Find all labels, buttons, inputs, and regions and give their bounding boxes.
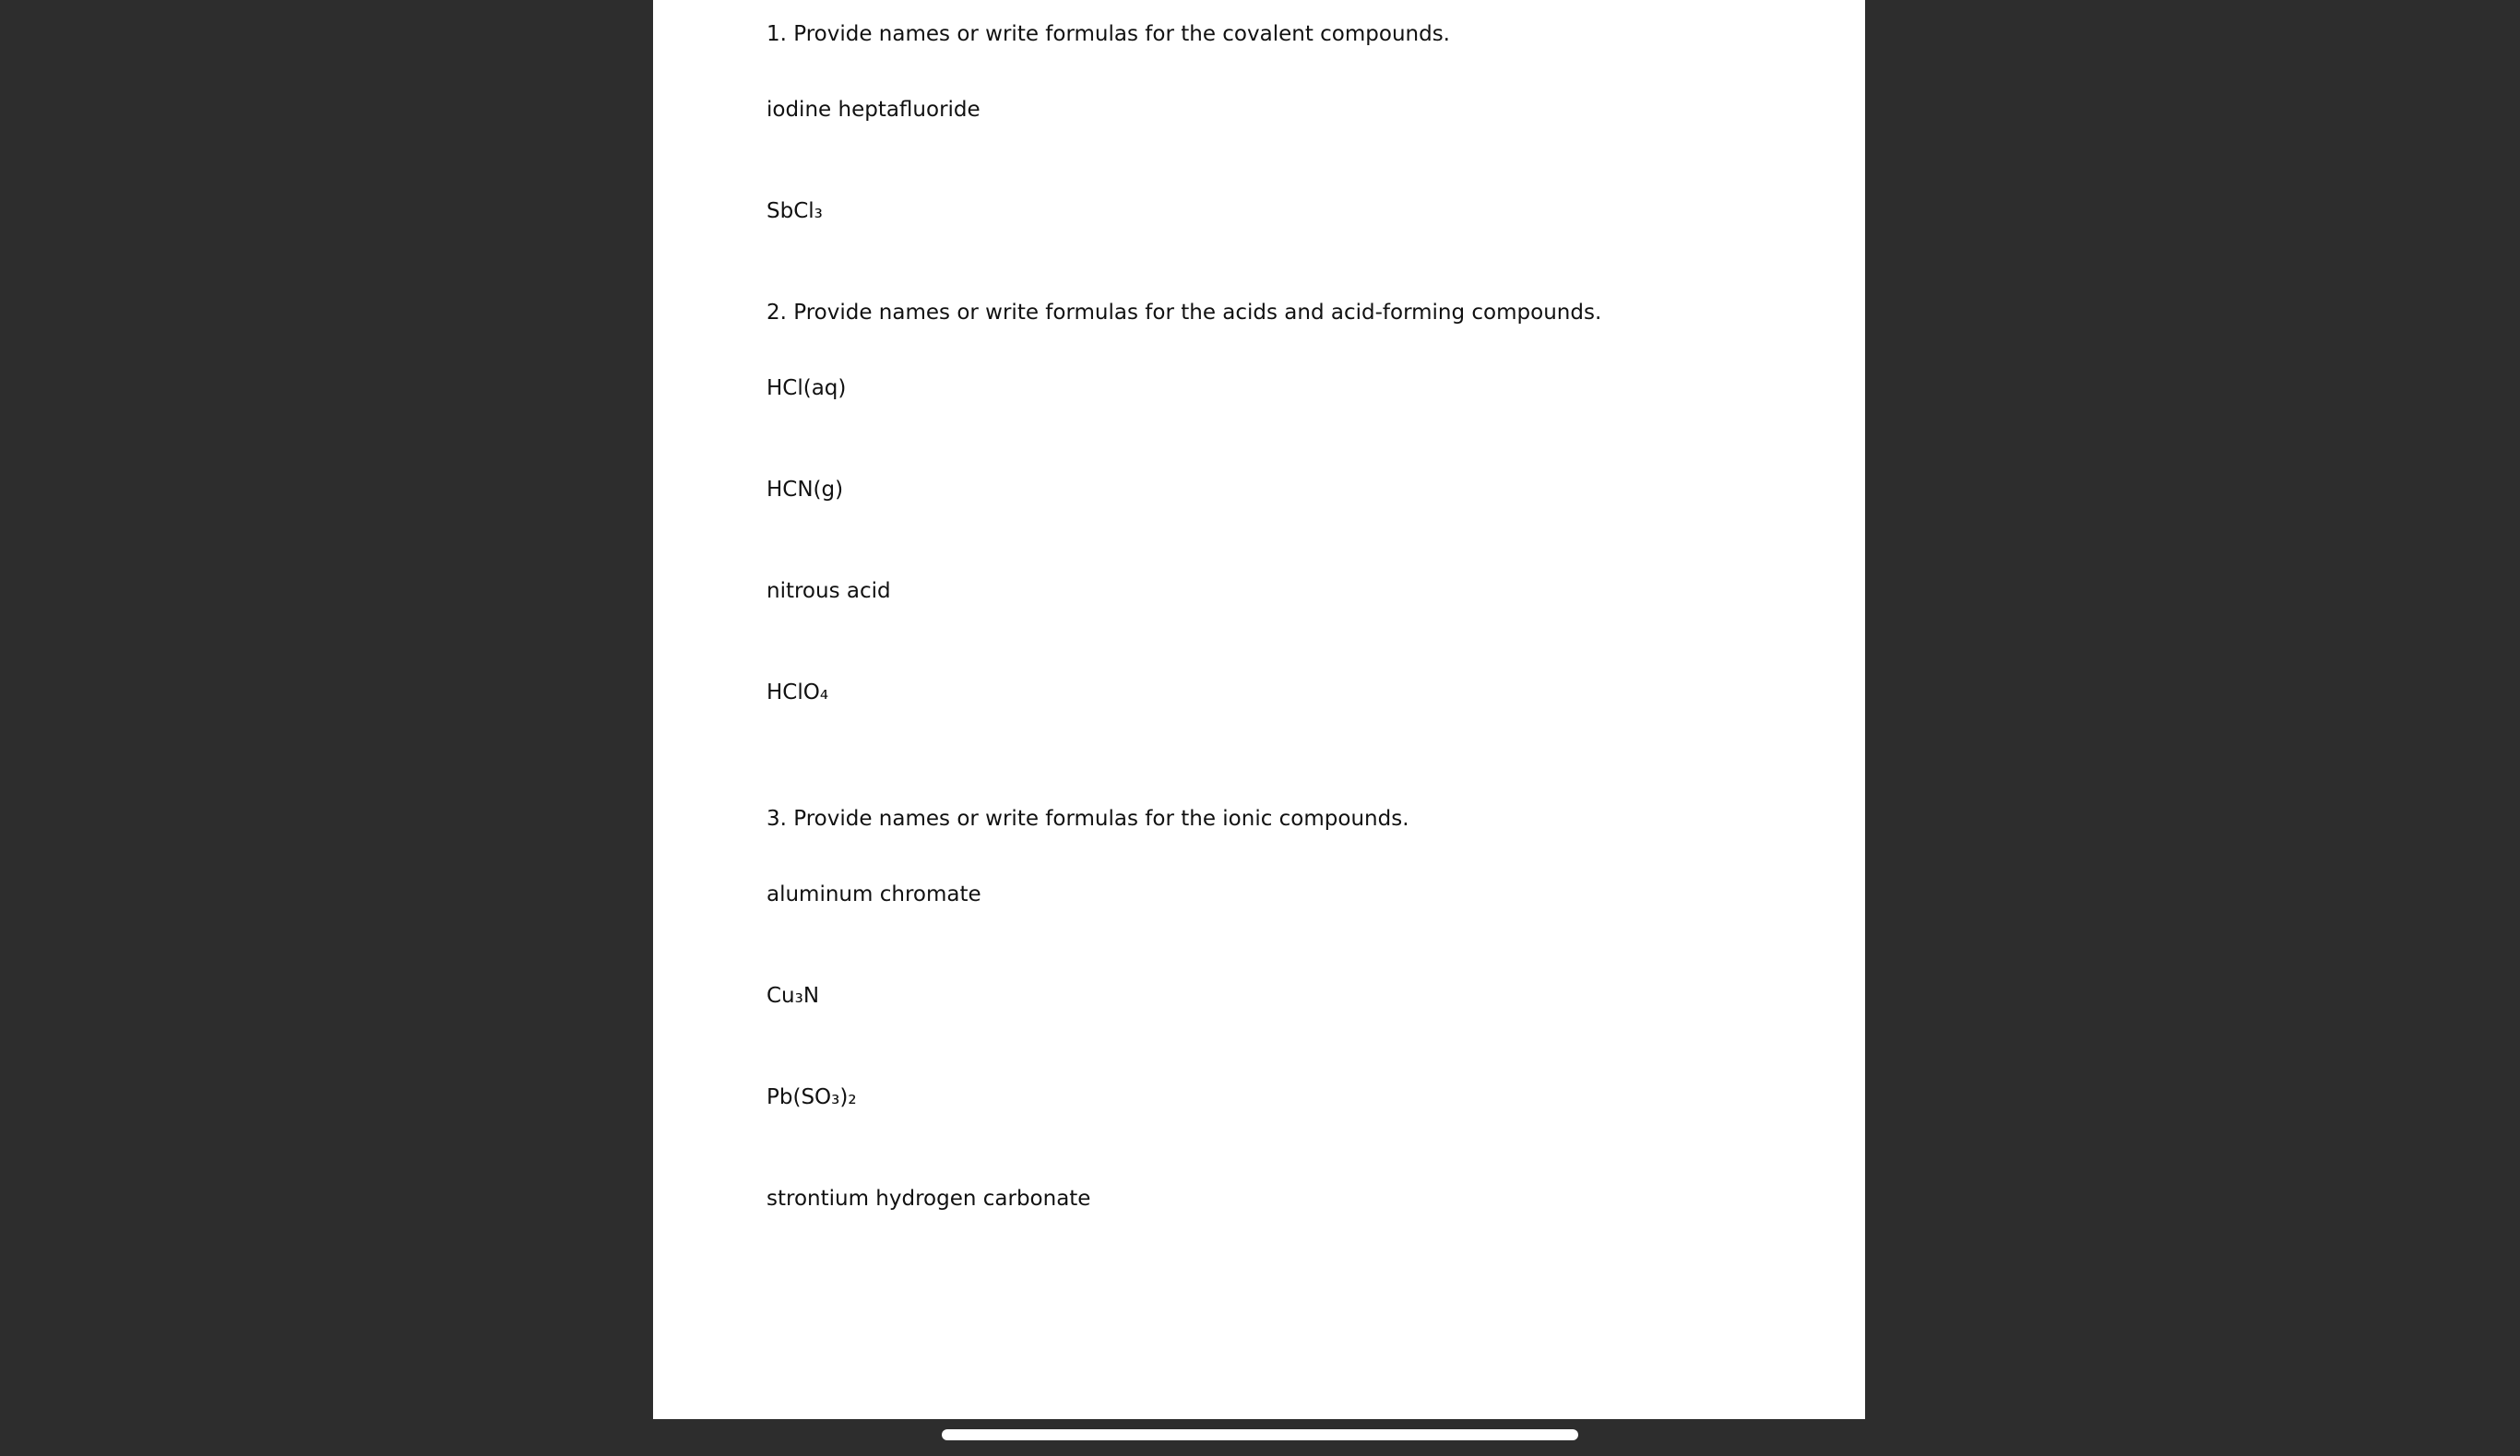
q2-item-1: HCl(aq): [767, 376, 847, 400]
q3-item-4: strontium hydrogen carbonate: [767, 1187, 1091, 1211]
question-3-heading: 3. Provide names or write formulas for the ionic compounds.: [767, 807, 1409, 831]
q3-item-3: Pb(SO₃)₂: [767, 1085, 857, 1109]
home-indicator-bar[interactable]: [942, 1429, 1578, 1440]
document-page[interactable]: [653, 0, 1865, 1419]
q2-item-3: nitrous acid: [767, 579, 891, 603]
q2-item-4: HClO₄: [767, 681, 829, 704]
q3-item-2: Cu₃N: [767, 984, 820, 1008]
q3-item-1: aluminum chromate: [767, 882, 981, 906]
q1-item-2: SbCl₃: [767, 199, 823, 223]
question-2-heading: 2. Provide names or write formulas for the acids and acid-forming compounds.: [767, 301, 1602, 325]
q2-item-2: HCN(g): [767, 478, 844, 502]
question-1-heading: 1. Provide names or write formulas for the covalent compounds.: [767, 22, 1450, 46]
q1-item-1: iodine heptafluoride: [767, 98, 981, 122]
